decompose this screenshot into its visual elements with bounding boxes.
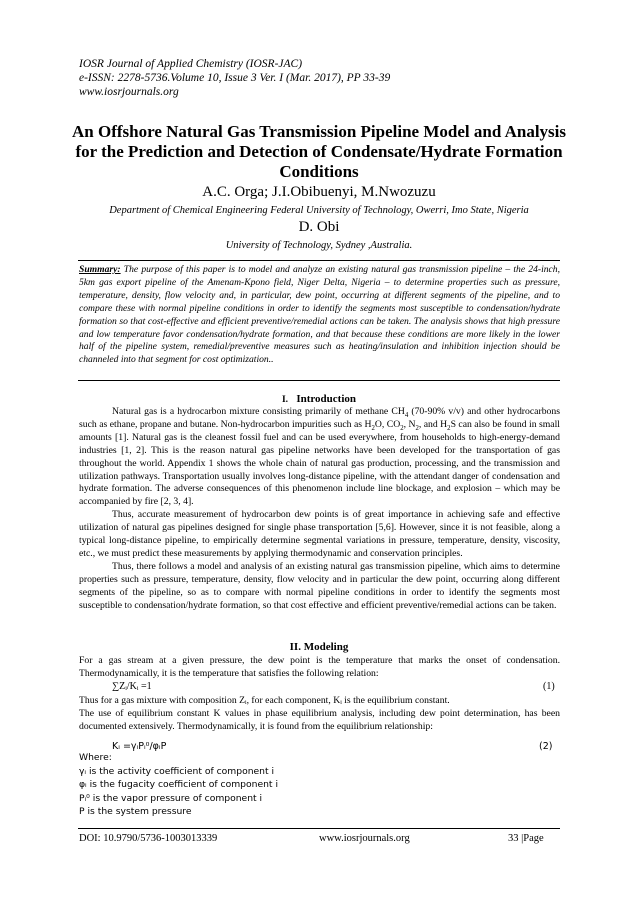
definition-fugacity-coefficient: φᵢ is the fugacity coefficient of component i <box>79 779 278 790</box>
affiliation-1: Department of Chemical Engineering Federal University of Technology, Owerri, Imo State, Nigeria <box>109 205 529 216</box>
footer-website[interactable]: www.iosrjournals.org <box>319 833 410 844</box>
equation-2-number: (2) <box>539 741 553 752</box>
modeling-paragraph-3: The use of equilibrium constant K values in phase equilibrium analysis, including dew point determination, has been documented extensively. Thermodynamically, it is found from the equilibrium relationship: <box>79 708 560 732</box>
footer-doi: DOI: 10.9790/5736-1003013339 <box>79 833 218 844</box>
summary-text: The purpose of this paper is to model and analyze an existing natural gas transmission pipeline – the 24-inch, 5km gas export pipeline of the Amenam-Kpono field, Niger Delta, Nigeria – to determine properties such as pressure, temperature, density, flow velocity and, in particular, dew point, occurring at different segments of the pipeline, and to compare these with normal pipeline conditions in order to identify the segments most susceptible to condensation/hydrate formation so that cost-effective and efficient preventive/remedial actions can be taken. The analysis shows that high pressure and low temperature favor condensation/hydrate formation, and that because these conditions are more likely in the lower half of the pipeline system, remedial/preventive measures such as heating/insulation and inhibition injection should be channeled into that segment for cost optimization.. <box>79 264 560 366</box>
section-heading-introduction <box>60 393 578 405</box>
modeling-paragraph-1: For a gas stream at a given pressure, the dew point is the temperature that marks the onset of condensation. Thermodynamically, it is the temperature that satisfies the following relation: <box>79 655 560 679</box>
summary-top-rule <box>78 260 560 261</box>
definition-system-pressure: P is the system pressure <box>79 806 192 817</box>
section-heading-modeling: II. Modeling <box>289 641 349 653</box>
equation-2: Kᵢ =γᵢPᵢ⁰/φᵢP <box>112 741 167 752</box>
authors-line-1: A.C. Orga; J.I.Obibuenyi, M.Nwozuzu <box>202 184 436 200</box>
summary <box>79 264 560 367</box>
equation-1-number: (1) <box>543 681 555 692</box>
modeling-paragraph-2: Thus for a gas mixture with composition Zᵢ, for each component, Kᵢ is the equilibrium constant. <box>79 695 450 706</box>
definition-activity-coefficient: γᵢ is the activity coefficient of component i <box>79 765 275 777</box>
authors-line-2: D. Obi <box>298 219 340 235</box>
affiliation-2: University of Technology, Sydney ,Australia. <box>225 240 413 251</box>
footer-page-number: 33 |Page <box>508 833 544 844</box>
summary-label: Summary: <box>79 264 121 275</box>
section-number: I. <box>281 395 289 405</box>
intro-paragraph-3: Thus, there follows a model and analysis of an existing natural gas transmission pipeline, which aims to determine properties such as pressure, temperature, density, flow velocity and in particular the dew point, occurring along different segments of the pipeline, so as to compare with normal pipeline conditions in order to identify the segments most susceptible to condensation/hydrate formation, so that cost effective and efficient preventive/remedial actions can be taken. <box>79 560 560 611</box>
paper-title: An Offshore Natural Gas Transmission Pipeline Model and Analysis for the Prediction and Detection of Condensate/Hydrate Formation Conditions <box>71 122 566 181</box>
intro-paragraph-1: Natural gas is a hydrocarbon mixture consisting primarily of methane $CH_4$ (70-90% v/v) and other hydrocarbons such as ethane, propane and butane. Non-hydrocarbon impurities such as $H_2O$, $CO_2$, $N_2$, and $H_2S$ can also be found in small amounts [1]. Natural gas is the cleanest fossil fuel and can be used everywhere, from households to high-energy-demand industries [1, 2]. This is the reason natural gas pipeline networks have been developed for the transportation of gas throughout the world. Appendix 1 shows the whole chain of natural gas production, processing, and the transmission and utilization pathways. Transportation usually involves long-distance pipeline, with the attendant danger of condensation and hydrate formation. The adverse consequences of this phenomenon include line blockage, and explosion – which may be accompanied by fire [2, 3, 4]. <box>79 406 561 508</box>
journal-name: IOSR Journal of Applied Chemistry (IOSR-JAC) <box>79 58 303 70</box>
where-label: Where: <box>79 752 112 763</box>
definition-vapor-pressure: Pᵢ⁰ is the vapor pressure of component i <box>79 792 263 804</box>
intro-paragraph-2: Thus, accurate measurement of hydrocarbon dew points is of great importance in achieving safe and effective utilization of natural gas pipelines designed for single phase transportation [5,6]. However, since it is not feasible, along a typical long-distance pipeline, to empirically determine segmental variations in pressure, temperature, density, viscosity, etc., we must predict these measurements by applying thermodynamic and conservation principles. <box>79 509 560 559</box>
section-title: Introduction <box>296 393 357 405</box>
introduction-body <box>79 406 560 613</box>
variable-definitions <box>79 751 560 819</box>
journal-issn: e-ISSN: 2278-5736.Volume 10, Issue 3 Ver. I (Mar. 2017), PP 33-39 <box>79 72 391 84</box>
equation-1: ∑Zᵢ/Kᵢ =1 <box>112 681 152 692</box>
summary-bottom-rule <box>78 380 560 381</box>
footer-rule <box>78 828 560 829</box>
journal-website: www.iosrjournals.org <box>79 86 179 98</box>
